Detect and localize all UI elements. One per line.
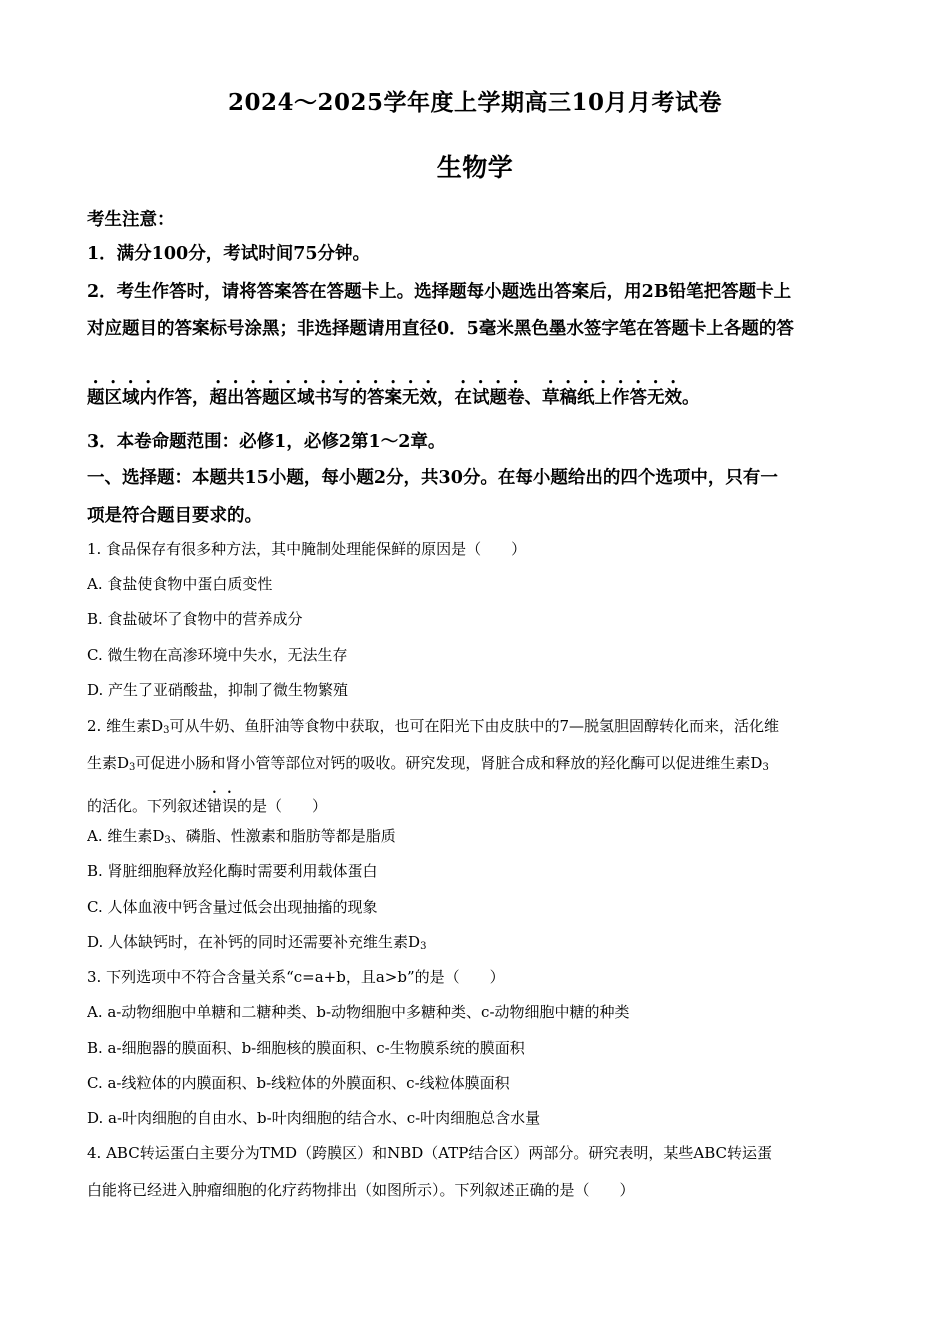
question-3-option-d: D. a-叶肉细胞的自由水、b-叶肉细胞的结合水、c-叶肉细胞总含水量: [87, 1109, 541, 1127]
question-1-option-a: A. 食盐使食物中蛋白质变性: [87, 575, 273, 593]
notice-item-2-line-2: 对应题目的答案标号涂黑；非选择题请用直径0．5毫米黑色墨水签字笔在答题卡上各题的答: [87, 319, 794, 339]
question-2-stem-line-1: 2. 维生素$D_3$可从牛奶、鱼肝油等食物中获取，也可在阳光下由皮肤中的7—脱氢胆固醇转化而来，活化维: [87, 717, 780, 736]
question-2-option-a: A. 维生素$D_3$、磷脂、性激素和脂肪等都是脂质: [87, 827, 396, 846]
question-2-option-d: D. 人体缺钙时，在补钙的同时还需要补充维生素$D_3$: [87, 933, 427, 952]
notice-item-3: 3．本卷命题范围：必修1，必修2第1～2章。: [87, 432, 446, 452]
question-3-option-a: A. a-动物细胞中单糖和二糖种类、b-动物细胞中多糖种类、c-动物细胞中糖的种类: [87, 1003, 630, 1021]
subject-title: 生物学: [436, 153, 514, 182]
question-1-stem: 1. 食品保存有很多种方法，其中腌制处理能保鲜的原因是（ ）: [87, 540, 527, 558]
question-1-option-b: B. 食盐破坏了食物中的营养成分: [87, 610, 303, 628]
question-4-stem-line-2: 白能将已经进入肿瘤细胞的化疗药物排出（如图所示）。下列叙述正确的是（ ）: [87, 1181, 635, 1199]
emphasis-text: 在试题卷、草稿纸上作答无效: [454, 388, 682, 408]
question-3-option-c: C. a-线粒体的内膜面积、b-线粒体的外膜面积、c-线粒体膜面积: [87, 1074, 510, 1092]
emphasis-text: 题区域内: [87, 388, 157, 408]
question-2-option-b: B. 肾脏细胞释放羟化酶时需要利用载体蛋白: [87, 862, 378, 880]
question-2-option-c: C. 人体血液中钙含量过低会出现抽搐的现象: [87, 898, 378, 916]
question-3-stem: 3. 下列选项中不符合含量关系“c=a+b，且a>b”的是（ ）: [87, 968, 505, 986]
section-heading-line-1: 一、选择题：本题共15小题，每小题2分，共30分。在每小题给出的四个选项中，只有一: [87, 468, 778, 488]
question-1-option-c: C. 微生物在高渗环境中失水，无法生存: [87, 646, 348, 664]
notice-item-1: 1．满分100分，考试时间75分钟。: [87, 244, 371, 264]
question-4-stem-line-1: 4. ABC转运蛋白主要分为TMD（跨膜区）和NBD（ATP结合区）两部分。研究表明，某些ABC转运蛋: [87, 1144, 772, 1162]
notice-heading: 考生注意：: [87, 210, 175, 230]
question-3-option-b: B. a-细胞器的膜面积、b-细胞核的膜面积、c-生物膜系统的膜面积: [87, 1039, 525, 1057]
section-heading-line-2: 项是符合题目要求的。: [87, 506, 262, 526]
notice-item-2-line-1: 2．考生作答时，请将答案答在答题卡上。选择题每小题选出答案后，用2B铅笔把答题卡上: [87, 282, 792, 302]
exam-title: 2024～2025学年度上学期高三10月月考试卷: [227, 89, 723, 116]
question-2-stem-line-3: 的活化。下列叙述错误的是（ ）: [87, 797, 328, 815]
emphasis-text: 超出答题区域书写的答案无效: [209, 388, 437, 408]
question-2-stem-line-2: 生素$D_3$可促进小肠和肾小管等部位对钙的吸收。研究发现，肾脏合成和释放的羟化酶可以促进维生素$D_3$: [87, 754, 769, 773]
notice-item-2-line-3: 题区域内作答，超出答题区域书写的答案无效，在试题卷、草稿纸上作答无效。: [87, 388, 700, 408]
question-1-option-d: D. 产生了亚硝酸盐，抑制了微生物繁殖: [87, 681, 349, 699]
emphasis-text: 错误: [207, 797, 238, 815]
